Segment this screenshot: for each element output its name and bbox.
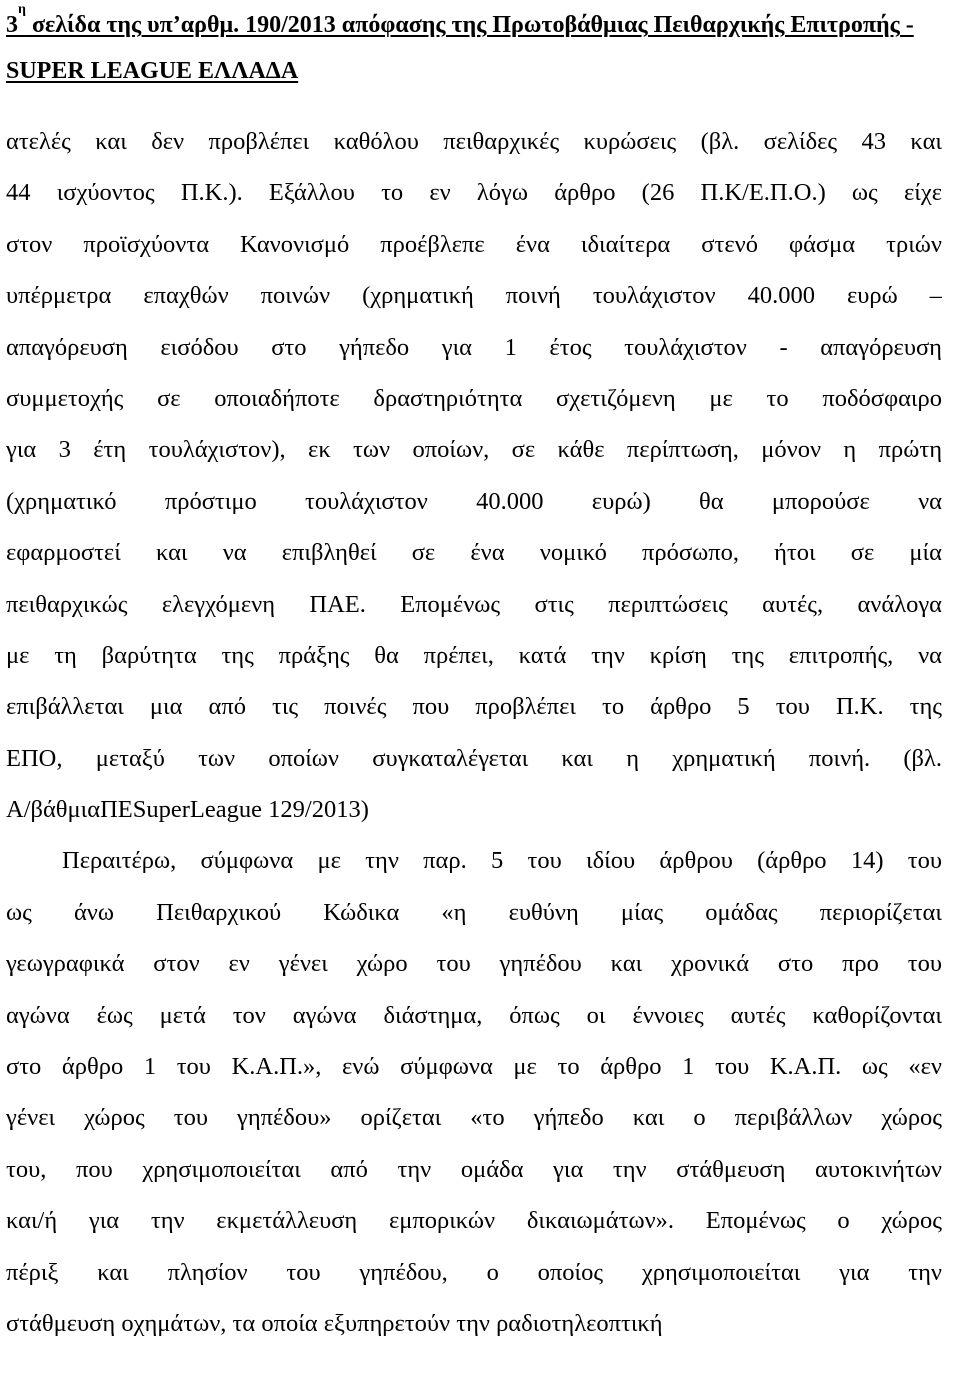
text-line: ως άνω Πειθαρχικού Κώδικα «η ευθύνη μίας ομάδας περιορίζεται [6, 898, 942, 926]
text-line: στο άρθρο 1 του Κ.Α.Π.», ενώ σύμφωνα με το άρθρο 1 του Κ.Α.Π. ως «εν [6, 1053, 942, 1081]
page-number-superscript: η [18, 2, 26, 17]
text-line: πέριξ και πλησίον του γηπέδου, ο οποίος χρησιμοποιείται για την [6, 1258, 942, 1286]
text-line: γεωγραφικά στον εν γένει χώρο του γηπέδου και χρονικά στο προ του [6, 950, 942, 978]
text-line: στάθμευση οχημάτων, τα οποία εξυπηρετούν την ραδιοτηλεοπτική [6, 1309, 663, 1337]
body-text [6, 116, 942, 1349]
text-line: αγώνα έως μετά τον αγώνα διάστημα, όπως οι έννοιες αυτές καθορίζονται [6, 1001, 942, 1029]
text-line: συμμετοχής σε οποιαδήποτε δραστηριότητα σχετιζόμενη με το ποδόσφαιρο [6, 384, 942, 412]
text-line: Α/βάθμιαΠΕSuperLeague 129/2013) [6, 796, 369, 824]
header-title: σελίδα της υπ’αρθμ. 190/2013 απόφασης της Πρωτοβάθμιας Πειθαρχικής Επιτροπής - [25, 12, 914, 38]
text-line: ΕΠΟ, μεταξύ των οποίων συγκαταλέγεται και η χρηματική ποινή. (βλ. [6, 744, 942, 772]
text-line: 44 ισχύοντος Π.Κ.). Εξάλλου το εν λόγω άρθρο (26 Π.Κ/Ε.Π.Ο.) ως είχε [6, 179, 942, 207]
text-line: (χρηματικό πρόστιμο τουλάχιστον 40.000 ευρώ) θα μπορούσε να [6, 487, 942, 515]
page-header [6, 2, 956, 94]
text-line: ατελές και δεν προβλέπει καθόλου πειθαρχικές κυρώσεις (βλ. σελίδες 43 και [6, 128, 942, 155]
text-line: στον προϊσχύοντα Κανονισμό προέβλεπε ένα ιδιαίτερα στενό φάσμα τριών [6, 230, 942, 258]
header-line-1 [6, 2, 956, 48]
text-line: για 3 έτη τουλάχιστον), εκ των οποίων, σε κάθε περίπτωση, μόνον η πρώτη [6, 436, 942, 464]
text-line: με τη βαρύτητα της πράξης θα πρέπει, κατά την κρίση της επιτροπής, να [6, 641, 942, 669]
text-line: απαγόρευση εισόδου στο γήπεδο για 1 έτος τουλάχιστον - απαγόρευση [6, 333, 942, 361]
text-line: Περαιτέρω, σύμφωνα με την παρ. 5 του ιδίου άρθρου (άρθρο 14) του [62, 847, 942, 875]
text-line: πειθαρχικώς ελεγχόμενη ΠΑΕ. Επομένως στις περιπτώσεις αυτές, ανάλογα [6, 590, 942, 618]
text-line: και/ή για την εκμετάλλευση εμπορικών δικαιωμάτων». Επομένως ο χώρος [6, 1207, 942, 1235]
text-line: επιβάλλεται μια από τις ποινές που προβλέπει το άρθρο 5 του Π.Κ. της [6, 693, 942, 721]
text-line: εφαρμοστεί και να επιβληθεί σε ένα νομικό πρόσωπο, ήτοι σε μία [6, 539, 942, 567]
text-line: υπέρμετρα επαχθών ποινών (χρηματική ποινή τουλάχιστον 40.000 ευρώ – [6, 282, 942, 310]
text-line: του, που χρησιμοποιείται από την ομάδα για την στάθμευση αυτοκινήτων [6, 1155, 942, 1183]
header-line-2: SUPER LEAGUE ΕΛΛΑΔΑ [6, 58, 299, 84]
text-line: γένει χώρος του γηπέδου» ορίζεται «το γήπεδο και ο περιβάλλων χώρος [6, 1104, 942, 1132]
page-number: 3 [6, 12, 18, 38]
